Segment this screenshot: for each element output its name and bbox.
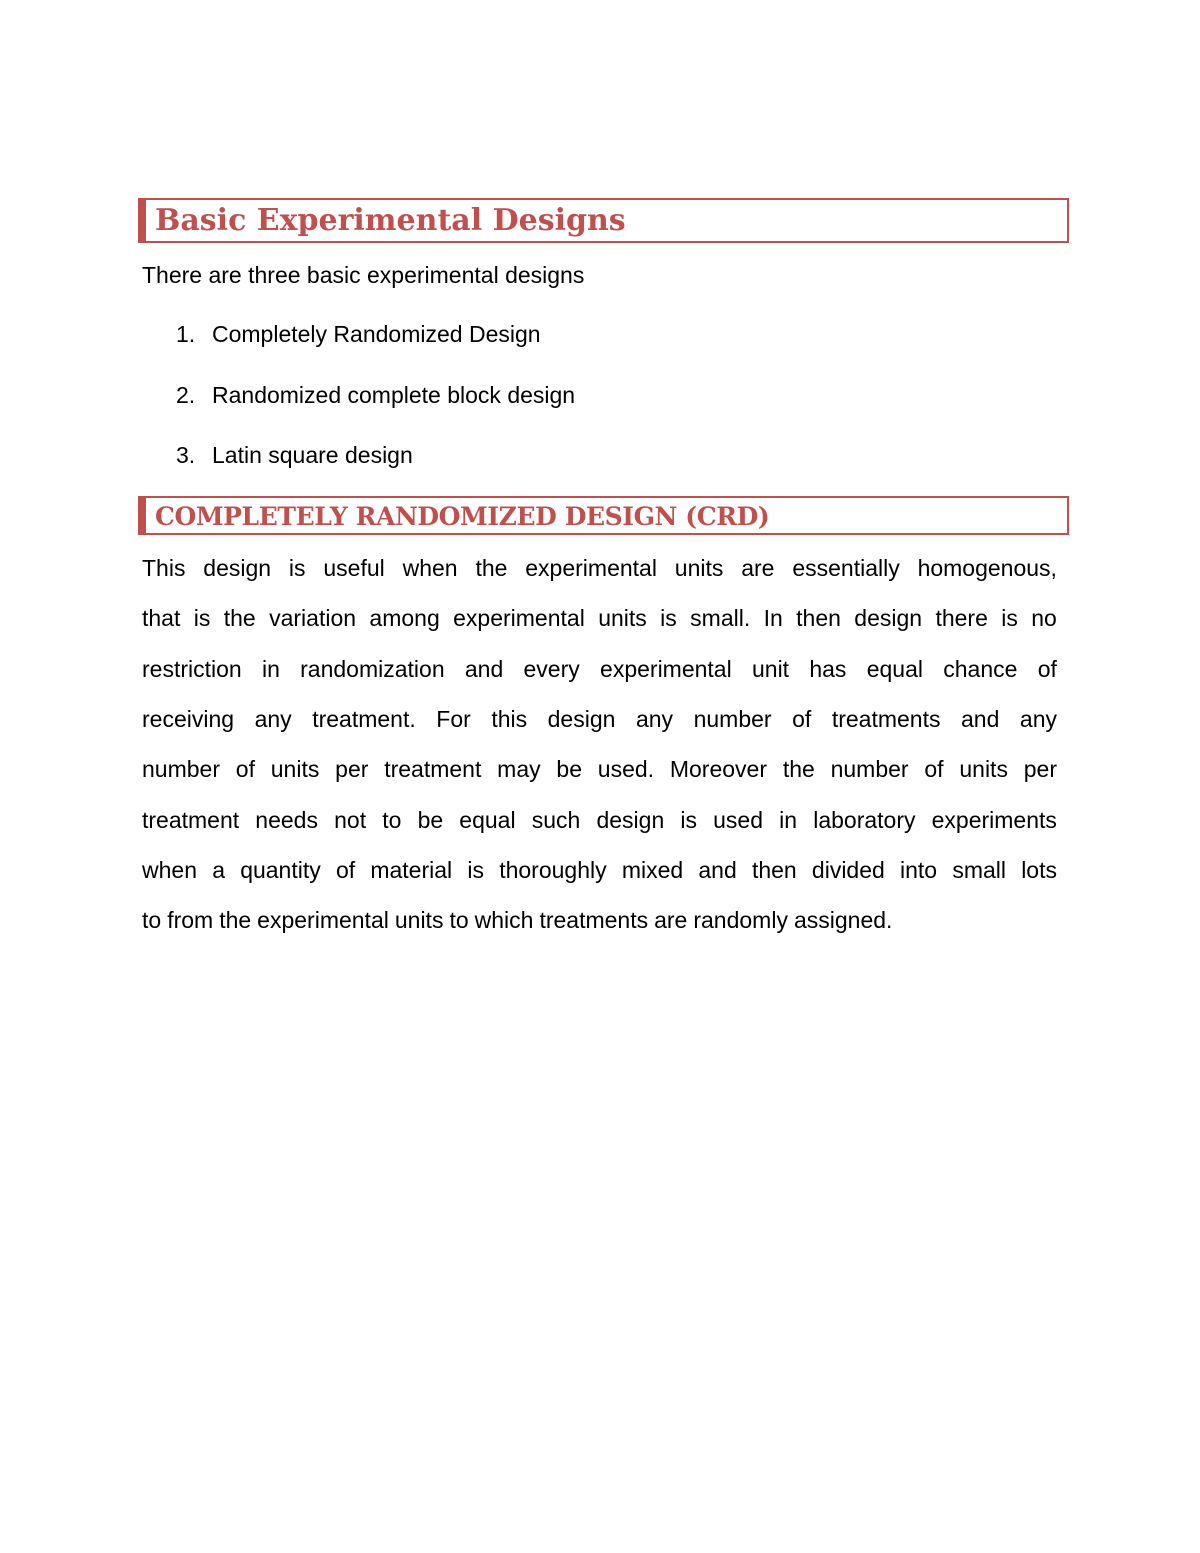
list-item: [176, 379, 575, 411]
paragraph-word: restriction: [142, 655, 242, 682]
paragraph-word: lots: [1021, 856, 1057, 883]
paragraph-word: divided: [811, 856, 885, 883]
paragraph-word: any: [254, 705, 292, 732]
paragraph-word: then: [751, 856, 797, 883]
paragraph-word: number: [693, 705, 772, 732]
intro-sentence: There are three basic experimental designs: [142, 262, 585, 288]
paragraph-word: equal: [459, 806, 516, 833]
paragraph-word: which: [474, 907, 534, 934]
paragraph-word: every: [523, 655, 580, 682]
paragraph-word: in: [261, 655, 280, 682]
paragraph-word: is: [467, 856, 484, 883]
paragraph-word: the: [219, 907, 252, 934]
paragraph-word: units: [598, 605, 647, 632]
paragraph-word: among: [369, 605, 440, 632]
list-item-number: 3.: [176, 442, 196, 468]
paragraph-word: then: [796, 605, 841, 632]
paragraph-word: when: [142, 856, 197, 883]
paragraph-word: be: [556, 756, 582, 783]
paragraph-word: units: [394, 907, 444, 934]
paragraph-word: the: [475, 555, 508, 581]
paragraph-word: any: [1019, 705, 1057, 732]
paragraph-word: and: [464, 655, 504, 682]
paragraph-line: [142, 854, 1057, 886]
paragraph-word: variation: [269, 605, 357, 632]
paragraph-word: are: [741, 555, 775, 581]
paragraph-word: small.: [690, 605, 751, 632]
paragraph-line: [142, 602, 1057, 634]
paragraph-word: the: [223, 605, 256, 632]
paragraph-word: in: [779, 806, 798, 833]
paragraph-word: to: [142, 907, 162, 934]
paragraph-word: quantity: [240, 856, 321, 883]
paragraph-word: experiments: [931, 806, 1057, 833]
paragraph-word: needs: [255, 806, 318, 833]
paragraph-word: experimental: [453, 605, 585, 632]
paragraph-word: laboratory: [813, 806, 916, 833]
paragraph-word: For: [436, 705, 471, 732]
paragraph-line: [142, 552, 1057, 584]
paragraph-word: randomly: [693, 907, 788, 934]
paragraph-word: units: [270, 756, 320, 783]
paragraph-word: homogenous,: [917, 555, 1057, 581]
paragraph-word: experimental: [600, 655, 732, 682]
paragraph-word: small: [952, 856, 1006, 883]
list-item: [176, 439, 413, 471]
paragraph-word: receiving: [142, 705, 235, 732]
section-heading-basic-designs-text: Basic Experimental Designs: [155, 203, 626, 238]
paragraph-word: a: [212, 856, 225, 883]
section-heading-basic-designs: [138, 198, 1069, 243]
paragraph-word: mixed: [621, 856, 684, 883]
paragraph-word: not: [334, 806, 367, 833]
paragraph-word: design: [203, 555, 272, 581]
paragraph-word: design: [854, 605, 923, 632]
paragraph-word: of: [924, 756, 944, 783]
paragraph-word: that: [142, 605, 181, 632]
section-heading-crd: [138, 496, 1069, 535]
paragraph-word: treatments: [831, 705, 941, 732]
paragraph-word: material: [370, 856, 453, 883]
paragraph-word: and: [698, 856, 737, 883]
paragraph-line: [142, 753, 1057, 785]
paragraph-word: when: [402, 555, 458, 581]
paragraph-word: this: [491, 705, 528, 732]
paragraph-word: of: [235, 756, 255, 783]
paragraph-word: design: [547, 705, 616, 732]
paragraph-word: experimental: [257, 907, 389, 934]
paragraph-word: number: [830, 756, 909, 783]
paragraph-word: has: [809, 655, 847, 682]
paragraph-word: per: [1023, 756, 1057, 783]
paragraph-word: units: [959, 756, 1008, 783]
paragraph-word: treatment.: [312, 705, 416, 732]
paragraph-word: be: [417, 806, 444, 833]
paragraph-word: of: [1037, 655, 1057, 682]
paragraph-line: [142, 904, 1057, 936]
paragraph-word: is: [193, 605, 211, 632]
paragraph-word: and: [961, 705, 1000, 732]
paragraph-word: such: [531, 806, 581, 833]
paragraph-word: no: [1031, 605, 1057, 632]
paragraph-word: is: [680, 806, 697, 833]
paragraph-line: [142, 804, 1057, 836]
paragraph-word: there: [935, 605, 988, 632]
paragraph-line: [142, 653, 1057, 685]
paragraph-word: This: [142, 555, 186, 581]
paragraph-word: is: [1001, 605, 1018, 632]
paragraph-word: Moreover: [669, 756, 768, 783]
paragraph-word: to: [382, 806, 402, 833]
paragraph-word: treatments: [539, 907, 649, 934]
list-item-number: 2.: [176, 382, 196, 408]
paragraph-word: used: [713, 806, 764, 833]
list-item-label: Randomized complete block design: [212, 382, 576, 408]
paragraph-word: from: [167, 907, 214, 934]
paragraph-line: [142, 703, 1057, 735]
list-item-number: 1.: [176, 321, 196, 347]
paragraph-word: any: [635, 705, 674, 732]
paragraph-word: may: [497, 756, 541, 783]
paragraph-word: used.: [597, 756, 655, 783]
paragraph-word: useful: [323, 555, 385, 581]
paragraph-word: is: [288, 555, 306, 581]
paragraph-word: equal: [866, 655, 923, 682]
paragraph-word: to: [449, 907, 469, 934]
paragraph-word: treatment: [384, 756, 482, 783]
paragraph-word: of: [792, 705, 812, 732]
paragraph-word: unit: [751, 655, 790, 682]
paragraph-word: treatment: [142, 806, 240, 833]
paragraph-word: thoroughly: [499, 856, 607, 883]
paragraph-word: units: [674, 555, 724, 581]
list-item: [176, 318, 541, 350]
paragraph-word: essentially: [792, 555, 900, 581]
paragraph-word: into: [900, 856, 938, 883]
section-heading-crd-text: COMPLETELY RANDOMIZED DESIGN (CRD): [155, 502, 770, 531]
paragraph-word: is: [660, 605, 677, 632]
paragraph-word: of: [335, 856, 356, 883]
list-item-label: Latin square design: [212, 442, 413, 468]
paragraph-word: In: [763, 605, 783, 632]
paragraph-word: per: [335, 756, 369, 783]
paragraph-word: randomization: [300, 655, 445, 682]
list-item-label: Completely Randomized Design: [212, 321, 541, 347]
paragraph-word: chance: [943, 655, 1018, 682]
paragraph-word: assigned.: [793, 907, 893, 934]
paragraph-word: are: [654, 907, 688, 934]
paragraph-word: number: [142, 756, 220, 783]
paragraph-word: experimental: [525, 555, 657, 581]
paragraph-word: the: [782, 756, 815, 783]
paragraph-word: design: [596, 806, 665, 833]
